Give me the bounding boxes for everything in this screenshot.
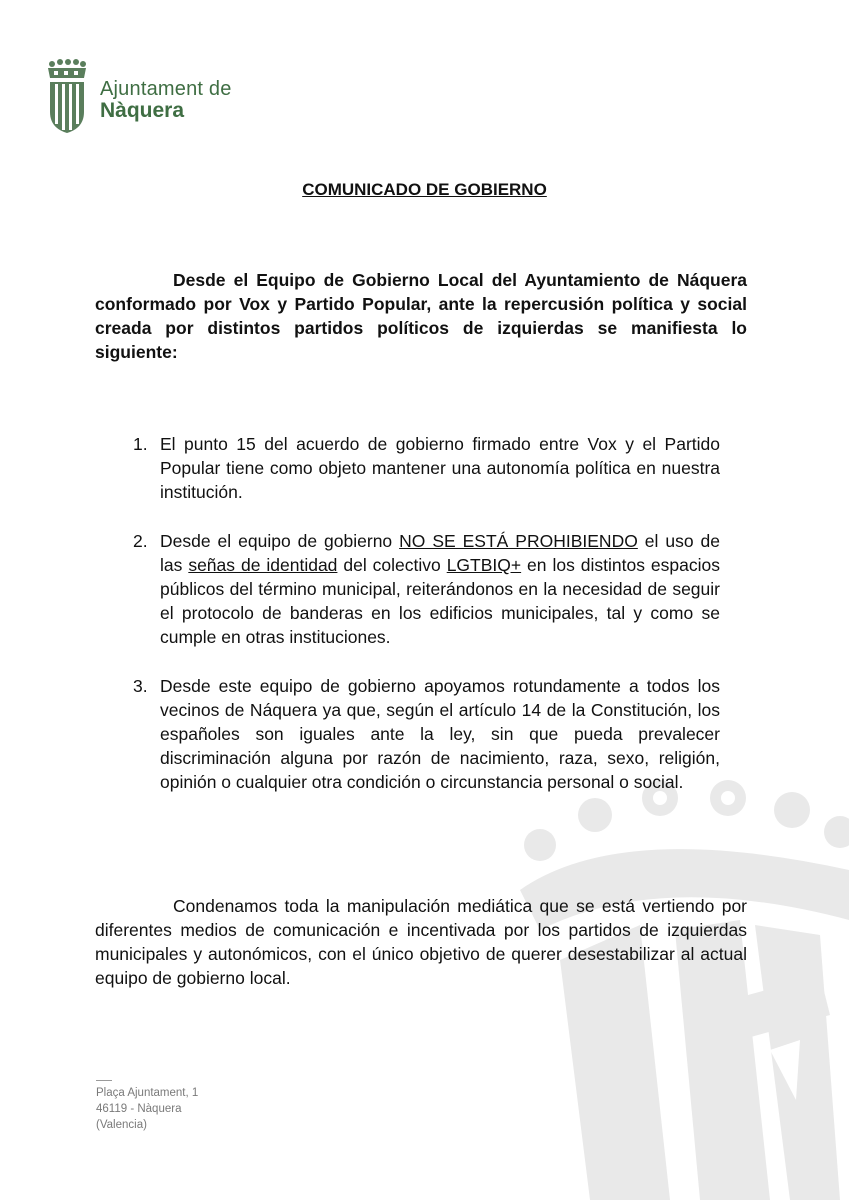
list-item-text-part: en los distintos espacios públicos del término municipal, reiterándonos en la necesidad de seguir el protocolo de banderas en los edificios municipales, tal y como se cumple en otras instituciones. — [160, 554, 720, 648]
list-number: 1. — [133, 434, 148, 454]
numbered-list — [133, 432, 720, 819]
address-line: 46119 - Nàquera — [96, 1103, 182, 1115]
intro-paragraph — [95, 268, 747, 364]
underlined-text: NO SE ESTÁ PROHIBIENDO — [399, 530, 638, 551]
list-item — [133, 529, 720, 650]
list-item — [133, 674, 720, 795]
list-item-text: El punto 15 del acuerdo de gobierno firmado entre Vox y el Partido Popular tiene como objeto mantener una autonomía política en nuestra institución. — [160, 434, 720, 503]
closing-paragraph — [95, 894, 747, 990]
intro-text: Desde el Equipo de Gobierno Local del Ayuntamiento de Náquera conformado por Vox y Partido Popular, ante la repercusión política y social creada por distintos partidos políticos de izquierdas se manifiesta lo siguiente: — [95, 270, 747, 362]
logo-line2: Nàquera — [100, 99, 185, 122]
footer-address — [96, 1080, 198, 1133]
logo-line1: Ajuntament de — [100, 78, 232, 100]
coat-of-arms-icon — [44, 58, 88, 134]
address-line: Plaça Ajuntament, 1 — [96, 1087, 199, 1099]
address-line: (Valencia) — [96, 1119, 147, 1131]
underlined-text: señas de identidad — [188, 554, 338, 575]
list-number: 3. — [133, 675, 148, 696]
ajuntament-logo — [44, 58, 254, 138]
footer-divider — [96, 1080, 112, 1081]
list-item — [133, 432, 720, 505]
list-item-text-part: del colectivo — [337, 554, 447, 575]
list-item-text-part: el uso de las — [160, 530, 721, 575]
list-number: 2. — [133, 530, 148, 551]
document-title: COMUNICADO DE GOBIERNO — [302, 180, 547, 199]
list-item-text: Desde este equipo de gobierno apoyamos rotundamente a todos los vecinos de Náquera ya que, según el artículo 14 de la Constitución, los españoles son iguales ante la ley, sin que pueda prevalecer discriminación alguna por razón de nacimiento, raza, sexo, religión, opinión o cualquier otra condición o circunstancia personal o social. — [160, 675, 720, 793]
underlined-text: LGTBIQ+ — [446, 554, 522, 575]
list-item-text-part: Desde el equipo de gobierno — [160, 530, 400, 551]
closing-text: Condenamos toda la manipulación mediática que se está vertiendo por diferentes medios de comunicación e incentivada por los partidos de izquierdas municipales y autonómicos, con el único objetivo de querer desestabilizar al actual equipo de gobierno local. — [95, 896, 747, 988]
